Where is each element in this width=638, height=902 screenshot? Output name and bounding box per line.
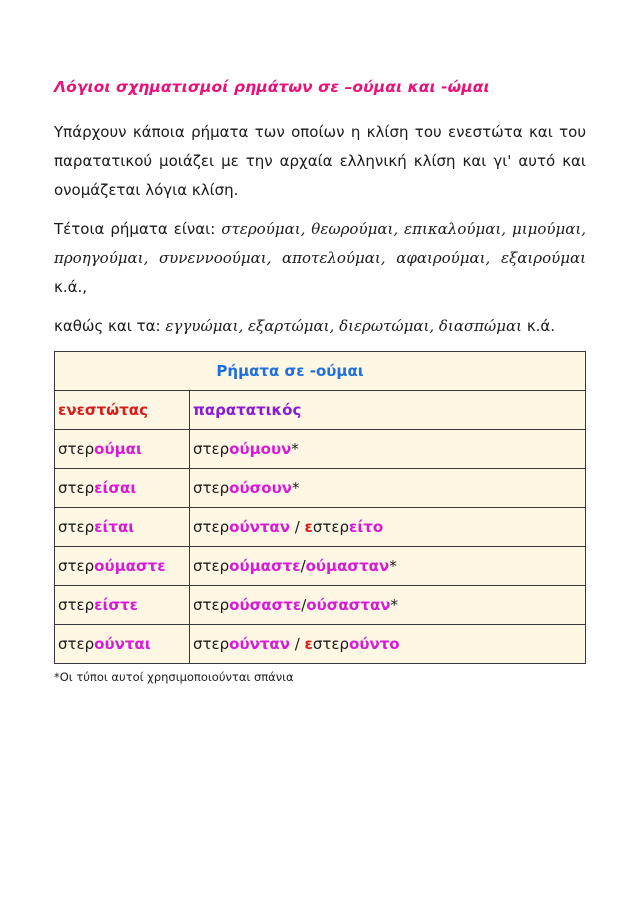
- verb-segment: στερ: [193, 557, 230, 575]
- examples-list: στερούμαι, θεωρούμαι, επικαλούμαι, μιμούμαι, προηγούμαι, συνεννοούμαι, αποτελούμαι, αφαιρούμαι, εξαιρούμαι: [54, 220, 586, 267]
- verb-segment: /: [300, 557, 306, 575]
- verb-segment: ούμαι: [94, 440, 142, 458]
- verb-segment: είτο: [349, 518, 384, 536]
- table-caption: Ρήματα σε -ούμαι: [55, 352, 586, 391]
- verb-segment: ούσασταν: [306, 596, 391, 614]
- verb-segment: είσαι: [94, 479, 137, 497]
- verb-segment: στερ: [193, 518, 230, 536]
- past-form-cell: [190, 586, 586, 625]
- verb-segment: στερ: [58, 557, 95, 575]
- verb-segment: ε: [304, 635, 313, 653]
- table-row: [55, 586, 586, 625]
- verb-segment: στερ: [58, 596, 95, 614]
- verb-segment: ούμαστε: [94, 557, 166, 575]
- verb-segment: /: [289, 518, 305, 536]
- document-page: [54, 78, 586, 684]
- verb-segment: στερ: [193, 479, 230, 497]
- examples-tail: κ.ά.,: [54, 278, 88, 296]
- examples-paragraph-ouma: [54, 215, 586, 302]
- verb-segment: στερ: [193, 635, 230, 653]
- past-form-cell: [190, 625, 586, 664]
- examples-paragraph-oma: [54, 312, 586, 341]
- verb-segment: είται: [94, 518, 135, 536]
- conjugation-table: [54, 351, 586, 664]
- table-caption-row: [55, 352, 586, 391]
- table-header-row: [55, 391, 586, 430]
- examples-list: εγγυώμαι, εξαρτώμαι, διερωτώμαι, διασπώμαι: [165, 317, 523, 335]
- table-row: [55, 625, 586, 664]
- table-row: [55, 430, 586, 469]
- table-row: [55, 469, 586, 508]
- document-title: Λόγιοι σχηματισμοί ρημάτων σε –ούμαι και -ώμαι: [54, 78, 490, 96]
- past-form-cell: [190, 469, 586, 508]
- table-row: [55, 508, 586, 547]
- intro-paragraph: Υπάρχουν κάποια ρήματα των οποίων η κλίση του ενεστώτα και του παρατατικού μοιάζει με την αρχαία ελληνική κλίση και γι' αυτό και ονομάζεται λόγια κλίση.: [54, 123, 586, 199]
- present-form-cell: [55, 547, 190, 586]
- past-form-cell: [190, 547, 586, 586]
- verb-segment: *: [389, 557, 397, 575]
- verb-segment: /: [289, 635, 305, 653]
- verb-segment: *: [291, 440, 299, 458]
- verb-segment: ούμαστε: [229, 557, 301, 575]
- verb-segment: ούνταν: [229, 518, 290, 536]
- verb-segment: ούμασταν: [305, 557, 390, 575]
- table-row: [55, 547, 586, 586]
- past-form-cell: [190, 508, 586, 547]
- verb-segment: στερ: [58, 518, 95, 536]
- verb-segment: στερ: [193, 596, 230, 614]
- present-form-cell: [55, 586, 190, 625]
- verb-segment: *: [390, 596, 398, 614]
- verb-segment: είστε: [94, 596, 138, 614]
- examples-lead: καθώς και τα:: [54, 317, 166, 335]
- verb-segment: ούντο: [349, 635, 400, 653]
- verb-segment: στερ: [193, 440, 230, 458]
- verb-segment: ούμουν: [229, 440, 292, 458]
- verb-segment: *: [291, 479, 300, 497]
- present-form-cell: [55, 430, 190, 469]
- verb-segment: ούσαστε: [229, 596, 302, 614]
- verb-segment: στερ: [58, 635, 95, 653]
- present-form-cell: [55, 469, 190, 508]
- verb-segment: ούνται: [94, 635, 151, 653]
- verb-segment: /: [301, 596, 307, 614]
- verb-segment: στερ: [58, 479, 95, 497]
- present-form-cell: [55, 625, 190, 664]
- column-header-present: ενεστώτας: [55, 391, 190, 430]
- present-form-cell: [55, 508, 190, 547]
- verb-segment: ούσουν: [229, 479, 292, 497]
- verb-segment: ούνταν: [229, 635, 290, 653]
- verb-segment: στερ: [312, 635, 350, 653]
- verb-segment: ε: [304, 518, 313, 536]
- examples-lead: Τέτοια ρήματα είναι:: [54, 220, 222, 238]
- past-form-cell: [190, 430, 586, 469]
- verb-segment: στερ: [312, 518, 350, 536]
- examples-tail: κ.ά.: [522, 317, 556, 335]
- footnote: *Οι τύποι αυτοί χρησιμοποιούνται σπάνια: [54, 670, 294, 684]
- column-header-past: παρατατικός: [190, 391, 586, 430]
- verb-segment: στερ: [58, 440, 95, 458]
